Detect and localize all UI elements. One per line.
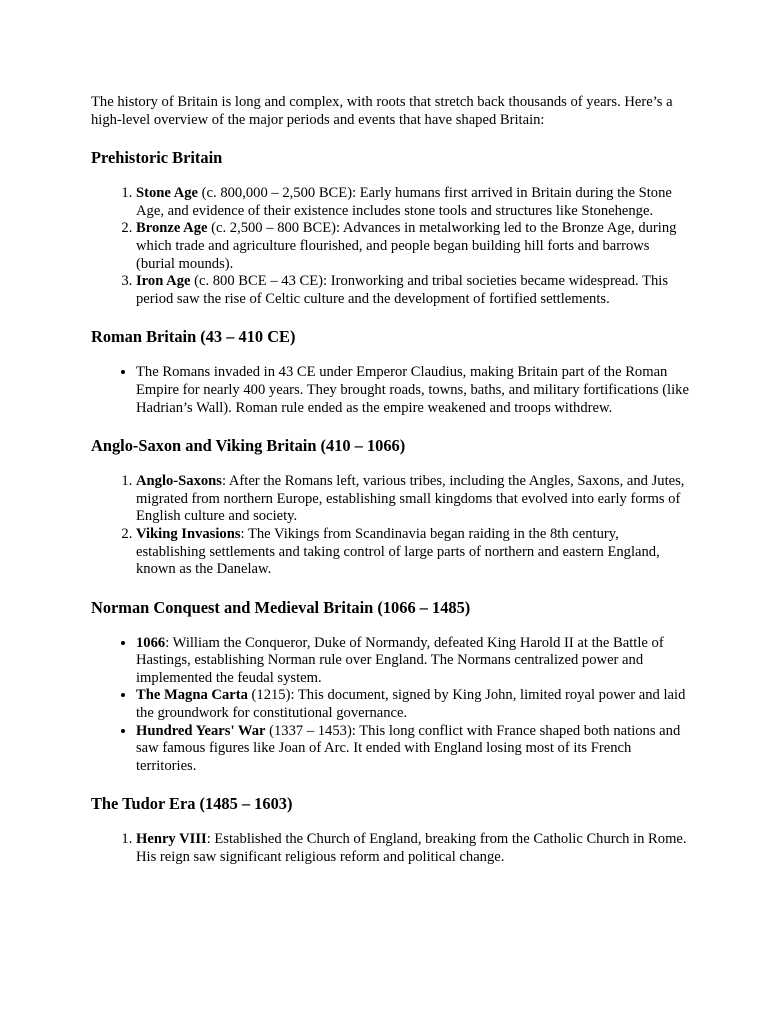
description: (c. 800 BCE – 43 CE): Ironworking and tribal societies became widespread. This period saw the rise of Celtic culture and the development of fortified settlements. — [136, 273, 669, 307]
section-heading-roman: Roman Britain (43 – 410 CE) — [91, 327, 296, 347]
section-heading-prehistoric: Prehistoric Britain — [91, 148, 223, 168]
norman-list — [91, 635, 691, 776]
list-item — [136, 220, 691, 273]
term: Viking Invasions — [136, 525, 241, 542]
list-item — [136, 723, 691, 776]
description: (1337 – 1453): This long conflict with France shaped both nations and saw famous figures like Joan of Arc. It ended with England losing most of its French territories. — [136, 722, 681, 774]
section-heading-norman: Norman Conquest and Medieval Britain (1066 – 1485) — [91, 597, 471, 617]
term: Henry VIII — [136, 831, 207, 848]
list-item — [136, 526, 691, 579]
description: (1215): This document, signed by King John, limited royal power and laid the groundwork for constitutional governance. — [136, 687, 686, 722]
tudor-list — [91, 831, 691, 866]
section-heading-tudor: The Tudor Era (1485 – 1603) — [91, 794, 293, 814]
description: : The Vikings from Scandinavia began raiding in the 8th century, establishing settlements and taking control of large parts of northern and eastern England, known as the Danelaw. — [136, 525, 660, 578]
roman-list — [91, 364, 691, 417]
list-item — [136, 185, 691, 220]
term: Iron Age — [136, 273, 191, 290]
intro-paragraph: The history of Britain is long and complex, with roots that stretch back thousands of years. Here’s a high-level overview of the major periods and events that have shaped Britain: — [91, 94, 673, 128]
term: 1066 — [136, 634, 166, 651]
term: Stone Age — [136, 185, 199, 202]
description: (c. 2,500 – 800 BCE): Advances in metalworking led to the Bronze Age, during which trade and agriculture flourished, and people began building hill forts and barrows (burial mounds). — [136, 220, 677, 272]
description: The Romans invaded in 43 CE under Emperor Claudius, making Britain part of the Roman Empire for nearly 400 years. They brought roads, towns, baths, and military fortifications (like Hadrian’s Wall). Roman rule ended as the empire weakened and troops withdrew. — [136, 364, 689, 416]
term: The Magna Carta — [136, 687, 248, 704]
term: Bronze Age — [136, 220, 208, 237]
list-item — [136, 364, 691, 417]
document-page — [91, 94, 691, 886]
description: : William the Conqueror, Duke of Normandy, defeated King Harold II at the Battle of Hastings, establishing Norman rule over England. The Normans centralized power and implemented the feudal system. — [136, 634, 664, 686]
term: Anglo-Saxons — [136, 473, 222, 490]
list-item — [136, 473, 691, 526]
list-item — [136, 687, 691, 722]
section-heading-anglo-saxon: Anglo-Saxon and Viking Britain (410 – 1066) — [91, 436, 406, 456]
description: : Established the Church of England, breaking from the Catholic Church in Rome. His reign saw significant religious reform and political change. — [136, 831, 687, 866]
description: : After the Romans left, various tribes, including the Angles, Saxons, and Jutes, migrated from northern Europe, establishing small kingdoms that evolved into early forms of English culture and society. — [136, 473, 685, 525]
anglo-saxon-list — [91, 473, 691, 579]
list-item — [136, 273, 691, 308]
term: Hundred Years' War — [136, 722, 266, 739]
list-item — [136, 831, 691, 866]
prehistoric-list — [91, 185, 691, 308]
list-item — [136, 635, 691, 688]
description: (c. 800,000 – 2,500 BCE): Early humans first arrived in Britain during the Stone Age, and evidence of their existence includes stone tools and structures like Stonehenge. — [136, 185, 672, 219]
